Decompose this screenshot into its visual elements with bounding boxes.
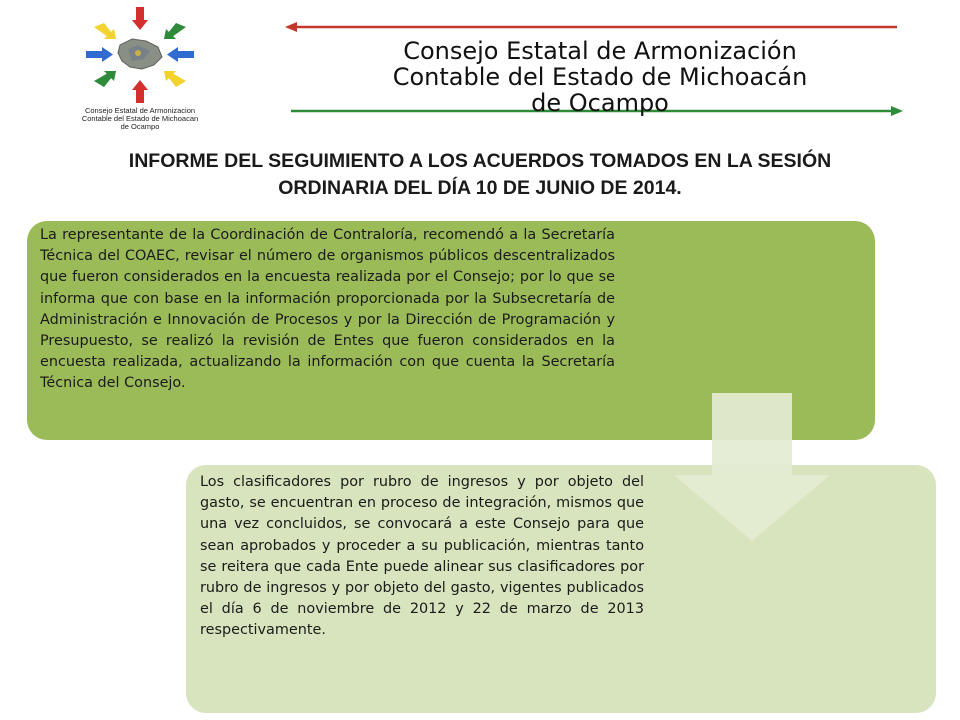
green-arrow-left-icon	[94, 71, 116, 87]
blue-arrow-right-icon	[167, 47, 194, 62]
logo-caption	[50, 107, 230, 131]
report-title	[40, 148, 920, 202]
red-arrow-icon	[132, 7, 148, 30]
red-arrow-up-icon	[132, 80, 148, 103]
council-logo	[50, 5, 230, 135]
banner-title-line: Contable del Estado de Michoacán	[392, 63, 808, 91]
logo-caption-line: Contable del Estado de Michoacan	[81, 114, 199, 123]
red-line-arrowhead	[285, 22, 297, 32]
green-arrow-right-icon	[164, 23, 186, 39]
report-title-line: INFORME DEL SEGUIMIENTO A LOS ACUERDOS TOMADOS EN LA SESIÓN	[128, 150, 832, 172]
banner-title	[350, 38, 850, 116]
blue-arrow-left-icon	[86, 47, 113, 62]
banner-title-line: Consejo Estatal de Armonización	[403, 37, 797, 65]
yellow-arrow-icon	[94, 23, 116, 39]
yellow-arrow-right-icon	[164, 71, 186, 87]
report-title-line: ORDINARIA DEL DÍA 10 DE JUNIO DE 2014.	[278, 177, 682, 199]
down-arrow-icon	[670, 393, 830, 543]
arrows-emblem-icon	[80, 5, 200, 105]
michoacan-map-icon	[118, 39, 162, 69]
logo-caption-line: Consejo Estatal de Armonizacion	[84, 106, 196, 115]
agreement-text-2: Los clasificadores por rubro de ingresos y por objeto del gasto, se encuentran en proceso de integración, mismos que una vez concluidos, se convocará a este Consejo para que sean aprobados y proceder a su publicación, mientras tanto se reitera que cada Ente puede alinear sus clasificadores por rubro de ingresos y por objeto del gasto, vigentes publicados el día 6 de noviembre de 2012 y 22 de marzo de 2013 respectivamente.	[200, 474, 644, 639]
green-line-arrowhead	[891, 106, 903, 116]
agreement-text-1: La representante de la Coordinación de Contraloría, recomendó a la Secretaría Técnica del COAEC, revisar el número de organismos públicos descentralizados que fueron considerados en la encuesta realizada por el Consejo; por lo que se informa que con base en la información proporcionada por la Subsecretaría de Administración e Innovación de Procesos y por la Dirección de Programación y Presupuesto, se realizó la revisión de Entes que fueron considerados en la encuesta realizada, actualizando la información con que cuenta la Secretaría Técnica del Consejo.	[40, 227, 615, 392]
banner-title-line: de Ocampo	[531, 89, 669, 117]
logo-caption-line: de Ocampo	[120, 122, 160, 131]
